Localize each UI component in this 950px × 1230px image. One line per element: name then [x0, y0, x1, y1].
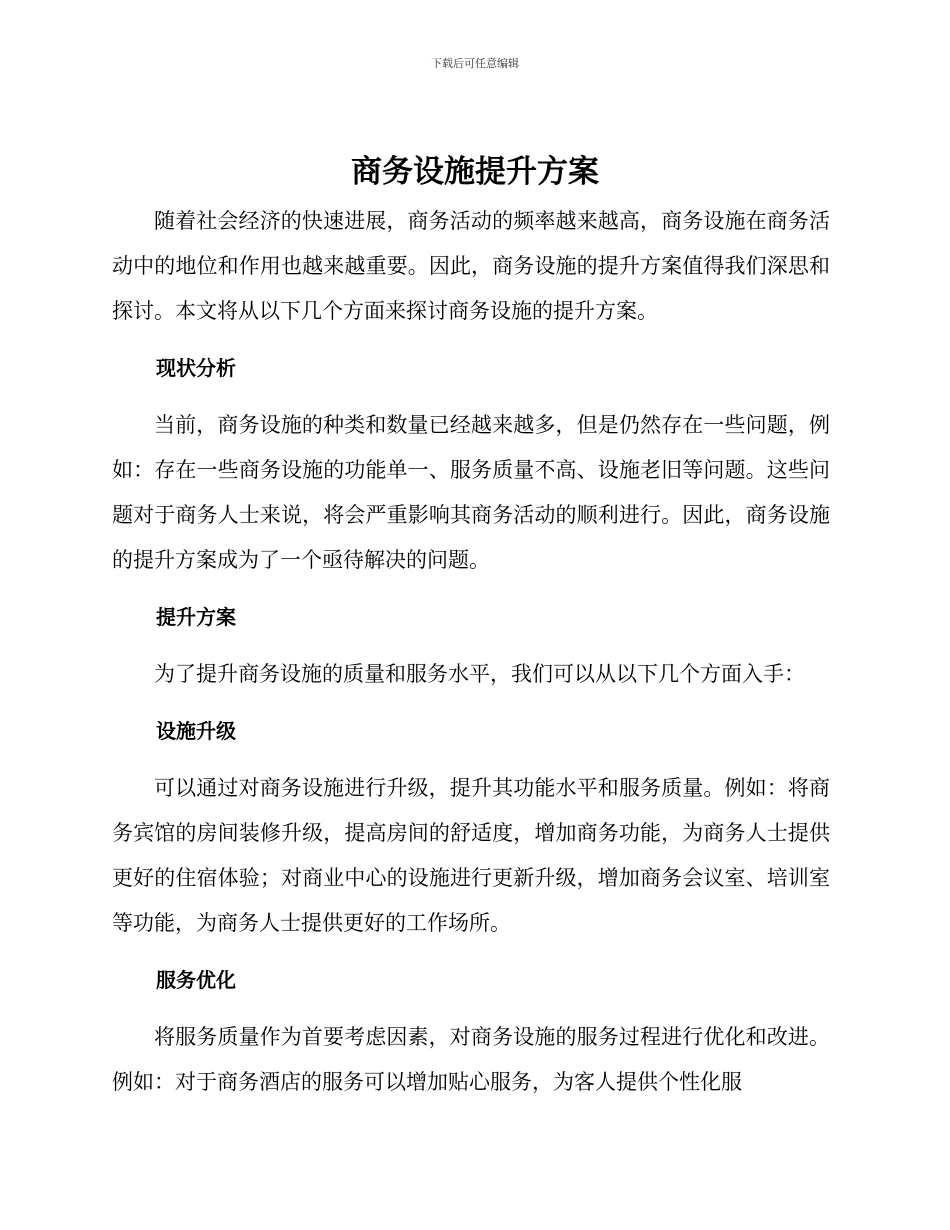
spacer — [112, 334, 830, 346]
spacer — [112, 946, 830, 958]
section-heading-plan: 提升方案 — [156, 605, 236, 629]
header-note: 下载后可任意编辑 — [431, 57, 519, 70]
spacer — [112, 697, 830, 709]
status-paragraph: 当前，商务设施的种类和数量已经越来越多，但是仍然存在一些问题，例如：存在一些商务设施的功能单一、服务质量不高、设施老旧等问题。这些问题对于商务人士来说，将会严重影响其商务活动的顺利进行。因此，商务设施的提升方案成为了一个亟待解决的问题。 — [112, 413, 830, 572]
spacer — [112, 1003, 830, 1015]
spacer — [112, 391, 830, 403]
plan-paragraph: 为了提升商务设施的质量和服务水平，我们可以从以下几个方面入手： — [154, 662, 805, 686]
service-paragraph: 将服务质量作为首要考虑因素，对商务设施的服务过程进行优化和改进。例如：对于商务酒店的服务可以增加贴心服务，为客人提供个性化服 — [112, 1025, 830, 1094]
upgrade-paragraph: 可以通过对商务设施进行升级，提升其功能水平和服务质量。例如：将商务宾馆的房间装修升级，提高房间的舒适度，增加商务功能，为商务人士提供更好的住宿体验；对商业中心的设施进行更新升级，增加商务会议室、培训室等功能，为商务人士提供更好的工作场所。 — [112, 776, 830, 935]
spacer — [112, 754, 830, 766]
section-heading-upgrade: 设施升级 — [156, 719, 236, 743]
section-heading-status: 现状分析 — [156, 356, 236, 380]
section-heading-service: 服务优化 — [156, 968, 236, 992]
document-title: 商务设施提升方案 — [351, 154, 599, 190]
spacer — [112, 640, 830, 652]
document-body — [112, 199, 830, 1105]
intro-paragraph: 随着社会经济的快速进展，商务活动的频率越来越高，商务设施在商务活动中的地位和作用也越来越重要。因此，商务设施的提升方案值得我们深思和探讨。本文将从以下几个方面来探讨商务设施的提升方案。 — [112, 209, 830, 323]
spacer — [112, 583, 830, 595]
